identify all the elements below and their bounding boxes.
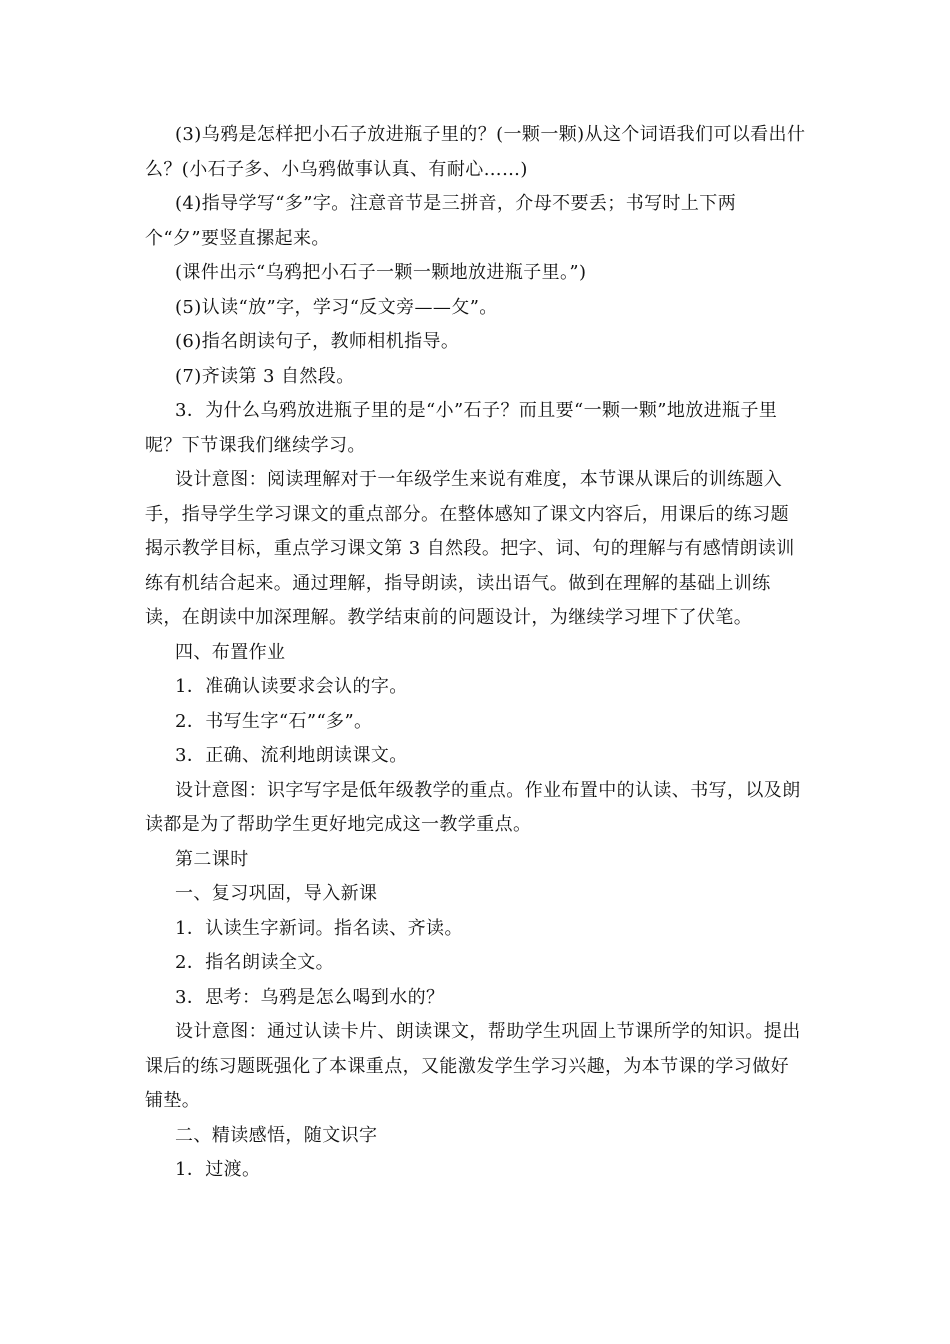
review-item-3: 3．思考：乌鸦是怎么喝到水的？ bbox=[175, 986, 445, 1008]
document-page bbox=[145, 118, 807, 1188]
paragraph-step-7: (7)齐读第 3 自然段。 bbox=[175, 365, 355, 387]
paragraph-design-intent-3: 设计意图：通过认读卡片、朗读课文，帮助学生巩固上节课所学的知识。提出课后的练习题既强化了本课重点，又能激发学生学习兴趣，为本节课的学习做好铺垫。 bbox=[145, 1021, 801, 1111]
paragraph-step-4: (4)指导学写“多”字。注意音节是三拼音，介母不要丢；书写时上下两个“夕”要竖直摞起来。 bbox=[145, 193, 737, 249]
paragraph-design-intent-1: 设计意图：阅读理解对于一年级学生来说有难度，本节课从课后的训练题入手，指导学生学习课文的重点部分。在整体感知了课文内容后，用课后的练习题揭示教学目标，重点学习课文第 3 自然段。把字、词、句的理解与有感情朗读训练有机结合起来。通过理解，指导朗读，读出语气。做到在理解的基础上训练读，在朗读中加深理解。教学结束前的问题设计，为继续学习埋下了伏笔。 bbox=[145, 469, 795, 628]
heading-close-reading: 二、精读感悟，随文识字 bbox=[175, 1124, 378, 1146]
homework-item-1: 1．准确认读要求会认的字。 bbox=[175, 676, 408, 697]
paragraph-step-6: (6)指名朗读句子，教师相机指导。 bbox=[175, 331, 460, 352]
heading-homework: 四、布置作业 bbox=[175, 641, 286, 663]
paragraph-courseware: (课件出示“乌鸦把小石子一颗一颗地放进瓶子里。”) bbox=[175, 262, 587, 283]
paragraph-step-3: (3)乌鸦是怎样把小石子放进瓶子里的？(一颗一颗)从这个词语我们可以看出什么？(小石子多、小乌鸦做事认真、有耐心……) bbox=[145, 124, 806, 180]
homework-item-3: 3．正确、流利地朗读课文。 bbox=[175, 745, 408, 766]
paragraph-step-5: (5)认读“放”字，学习“反文旁——攵”。 bbox=[175, 296, 498, 318]
heading-second-lesson: 第二课时 bbox=[175, 848, 249, 870]
review-item-2: 2．指名朗读全文。 bbox=[175, 952, 335, 973]
heading-review: 一、复习巩固，导入新课 bbox=[175, 883, 378, 904]
paragraph-question-3: 3．为什么乌鸦放进瓶子里的是“小”石子？而且要“一颗一颗”地放进瓶子里呢？下节课我们继续学习。 bbox=[145, 400, 778, 456]
close-reading-item-1: 1．过渡。 bbox=[175, 1159, 261, 1180]
review-item-1: 1．认读生字新词。指名读、齐读。 bbox=[175, 917, 463, 939]
paragraph-design-intent-2: 设计意图：识字写字是低年级教学的重点。作业布置中的认读、书写，以及朗读都是为了帮助学生更好地完成这一教学重点。 bbox=[145, 779, 801, 835]
homework-item-2: 2．书写生字“石”“多”。 bbox=[175, 710, 373, 732]
